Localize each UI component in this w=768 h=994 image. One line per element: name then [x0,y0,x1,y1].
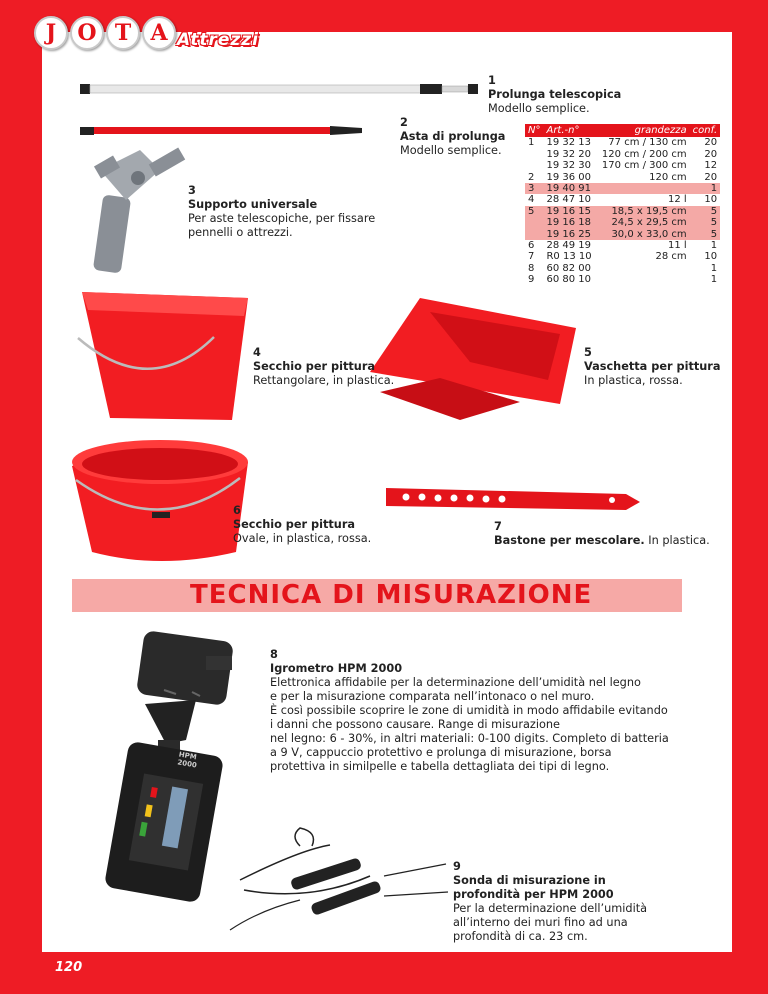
table-cell-size: 120 cm [649,171,687,183]
caption-4: 4 Secchio per pittura Rettangolare, in plastica. [253,346,395,387]
table-cell-article: 19 32 13 [546,137,592,149]
col-header-number: N° [525,124,543,137]
table-cell-article: 19 16 25 [543,229,594,240]
caption-2: 2 Asta di prolunga Modello semplice. [400,116,506,157]
table-row [525,240,720,251]
caption-8: 8 Igrometro HPM 2000 Elettronica affidabile per la determinazione dell’umidità nel legno e per la misurazione comparata nell’intonaco o nel muro. È così possibile scoprire le zone di umidità in modo affidabile evitando i danni che possono causare. Range di misurazione nel legno: 6 - 30%, in altri materiali: 0-100 digits. Completo di batteria a 9 V, cappuccio protettivo e prolunga di misurazione, borsa protettiva in similpelle e tabella dettagliata dei tipi di legno. [270,648,669,773]
device-label: HPM 2000 [176,750,198,770]
caption-5: 5 Vaschetta per pittura In plastica, rossa. [584,346,721,387]
table-cell-article: 19 16 18 [543,217,594,228]
extension-pole-image [80,126,362,135]
table-cell-number [525,149,543,160]
table-cell-pack: 20 [704,137,718,149]
caption-7: 7 Bastone per mescolare. In plastica. [494,520,710,547]
table-cell-article: 19 32 30 [546,160,592,172]
table-row [525,229,720,240]
spec-table [525,124,720,286]
table-row [525,206,720,217]
table-cell-size [595,183,690,194]
logo-letter-a: A [142,16,176,50]
table-cell-pack: 20 [704,148,718,160]
table-header-row [525,124,720,137]
table-cell-size: 120 cm / 200 cm [601,148,687,160]
table-row [525,274,720,285]
table-row [525,194,720,205]
section-label: Attrezzi [177,30,260,50]
table-cell-number: 6 [528,240,535,252]
table-cell-pack: 10 [704,194,718,206]
table-cell-size: 18,5 x 19,5 cm [595,206,690,217]
table-cell-number: 2 [528,171,535,183]
table-cell-number: 9 [528,274,535,286]
table-cell-number: 3 [525,183,543,194]
table-cell-article: 60 80 10 [546,274,592,286]
logo-letter-j: J [34,16,68,50]
table-cell-pack: 10 [704,251,718,263]
table-cell-article: 28 49 19 [546,240,592,252]
table-row [525,172,720,183]
caption-9: 9 Sonda di misurazione in profondità per HPM 2000 Per la determinazione dell’umidità all’interno dei muri fino ad una profondità di ca. 23 cm. [453,860,648,943]
table-cell-size: 170 cm / 300 cm [601,160,687,172]
table-cell-article: R0 13 10 [546,251,592,263]
table-cell-number: 8 [528,262,535,274]
table-row [525,251,720,262]
table-cell-number: 7 [528,251,535,263]
caption-3: 3 Supporto universale Per aste telescopiche, per fissare pennelli o attrezzi. [188,184,376,239]
table-cell-size: 11 l [667,240,687,252]
table-cell-article: 19 32 20 [546,148,592,160]
table-cell-article: 19 16 15 [543,206,594,217]
caption-1: 1 Prolunga telescopica Modello semplice. [488,74,622,115]
table-cell-number [525,160,543,171]
table-cell-pack: 1 [690,183,720,194]
table-cell-size: 28 cm [655,251,687,263]
table-cell-size: 24,5 x 29,5 cm [595,217,690,228]
table-cell-number: 1 [528,137,535,149]
table-cell-size [595,274,690,285]
table-cell-article: 28 47 10 [546,194,592,206]
table-cell-pack: 1 [710,274,718,286]
table-row [525,160,720,171]
col-header-pack: conf. [690,124,720,137]
telescopic-pole-image [80,84,478,94]
table-cell-number: 5 [525,206,543,217]
table-row [525,263,720,274]
table-cell-pack: 5 [690,229,720,240]
oval-bucket-image [72,440,248,561]
table-cell-number [525,229,543,240]
table-row [525,137,720,148]
table-cell-pack: 12 [704,160,718,172]
logo-letter-o: O [70,16,104,50]
table-cell-pack: 1 [710,262,718,274]
table-cell-size: 77 cm / 130 cm [608,137,687,149]
table-cell-size: 12 l [667,194,687,206]
section-title: TECNICA DI MISURAZIONE [190,580,593,610]
section-banner [72,579,682,612]
table-cell-pack: 20 [704,171,718,183]
table-cell-number [525,217,543,228]
table-cell-article: 19 40 91 [543,183,594,194]
table-cell-pack: 1 [710,240,718,252]
table-cell-pack: 5 [690,206,720,217]
universal-support-image [93,147,185,273]
table-cell-number: 4 [528,194,535,206]
depth-probe-image [230,828,448,930]
table-row [525,217,720,228]
caption-6: 6 Secchio per pittura Ovale, in plastica, rossa. [233,504,372,545]
table-row [525,183,720,194]
table-cell-pack: 5 [690,217,720,228]
table-cell-article: 19 36 00 [546,171,592,183]
col-header-size: grandezza [595,124,690,137]
table-cell-article: 60 82 00 [546,262,592,274]
logo-letter-t: T [106,16,140,50]
page-number: 120 [55,960,83,975]
rectangular-bucket-image [78,292,248,420]
mixing-stick-image [386,488,640,510]
col-header-article: Art.-n° [543,124,594,137]
table-row [525,149,720,160]
paint-tray-image [370,298,576,420]
table-cell-size [595,263,690,274]
table-cell-size: 30,0 x 33,0 cm [595,229,690,240]
moisture-meter-image [104,630,234,903]
